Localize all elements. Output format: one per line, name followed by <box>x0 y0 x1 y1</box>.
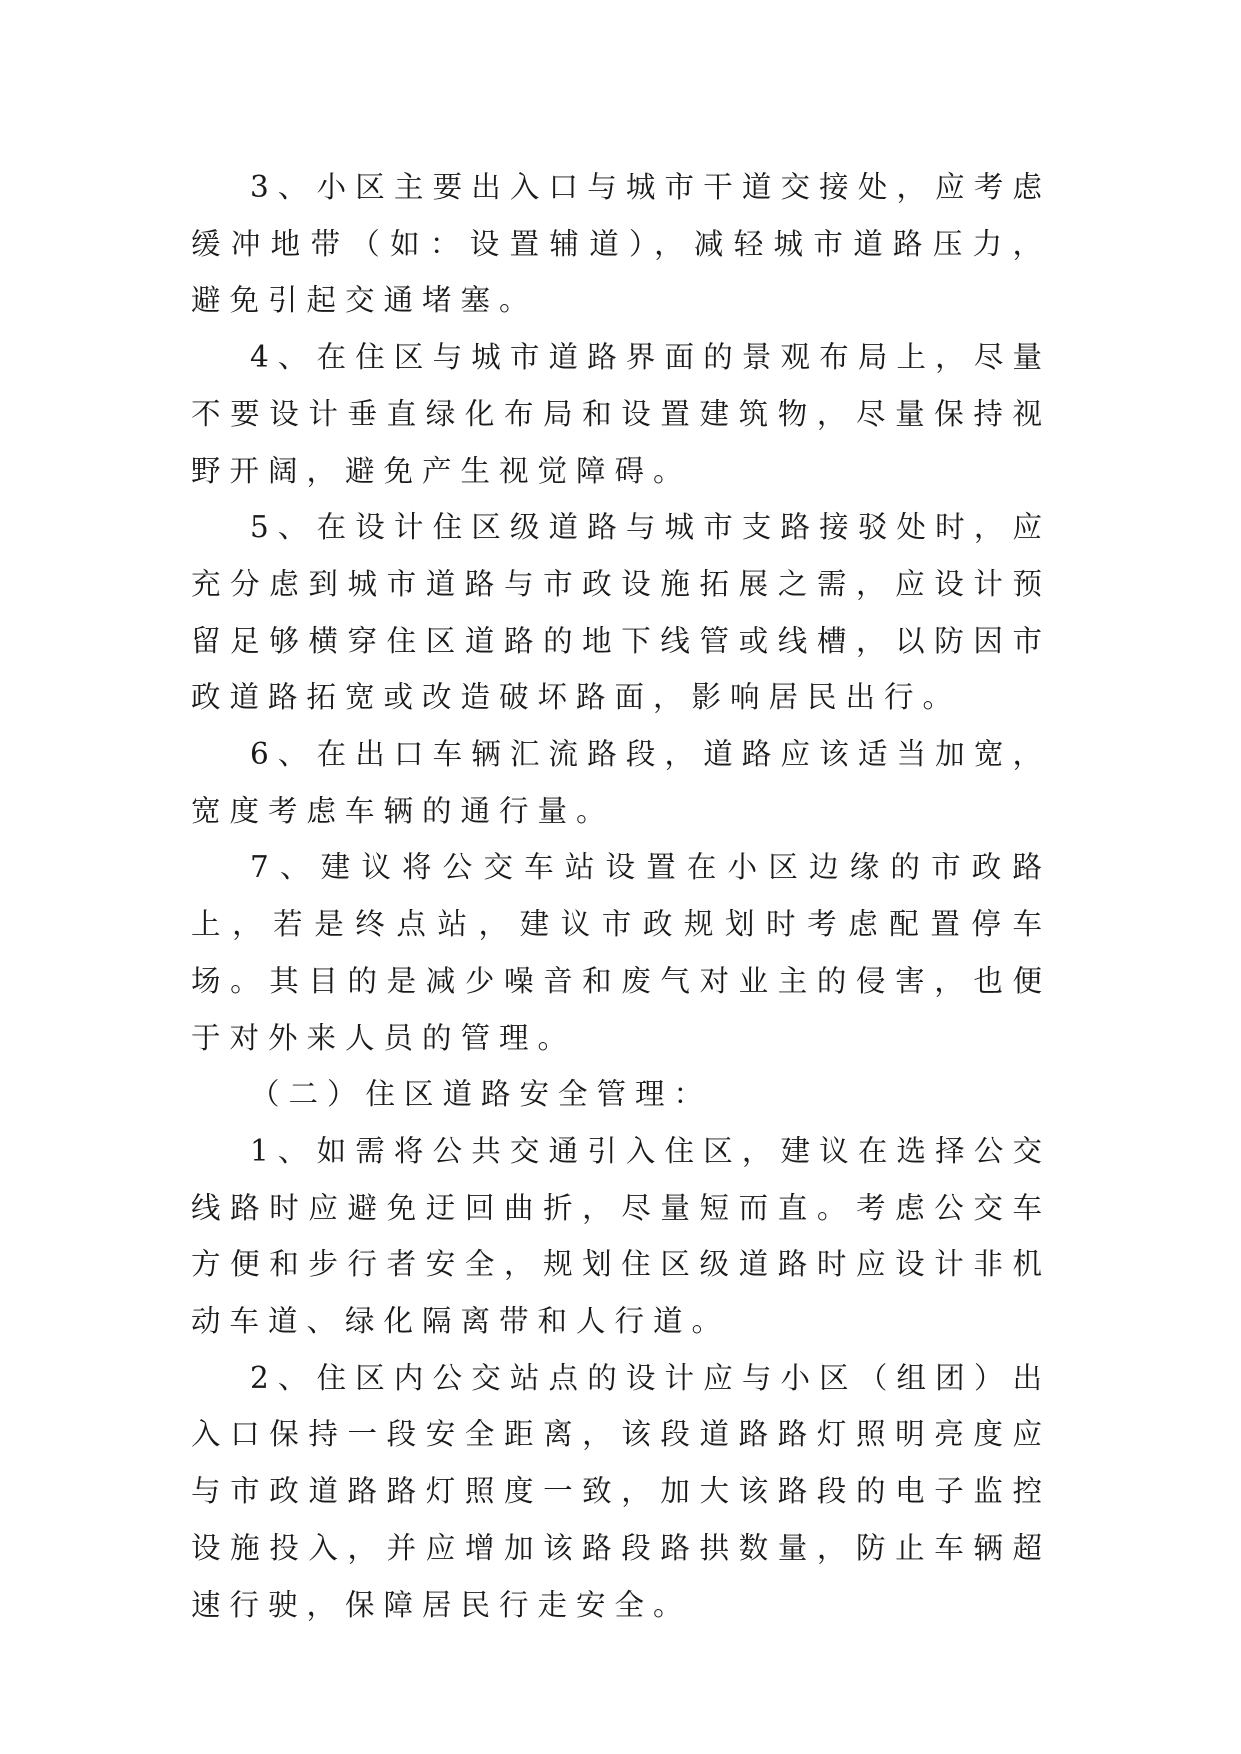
section-paragraph-2: 2、住区内公交站点的设计应与小区（组团）出入口保持一段安全距离，该段道路路灯照明亮度应与市政道路路灯照度一致，加大该路段的电子监控设施投入，并应增加该路段路拱数量，防止车辆超速行驶，保障居民行走安全。 <box>191 1360 1051 1622</box>
section-heading: （二）住区道路安全管理： <box>250 1077 713 1112</box>
paragraph-4: 4、在住区与城市道路界面的景观布局上，尽量不要设计垂直绿化布局和设置建筑物，尽量保持视野开阔，避免产生视觉障碍。 <box>191 340 1051 488</box>
document-body <box>191 159 1051 1633</box>
paragraph-6: 6、在出口车辆汇流路段，道路应该适当加宽，宽度考虑车辆的通行量。 <box>191 737 1051 828</box>
paragraph-5: 5、在设计住区级道路与城市支路接驳处时，应充分虑到城市道路与市政设施拓展之需，应设计预留足够横穿住区道路的地下线管或线槽，以防因市政道路拓宽或改造破坏路面，影响居民出行。 <box>191 510 1051 715</box>
section-paragraph-1: 1、如需将公共交通引入住区，建议在选择公交线路时应避免迂回曲折，尽量短而直。考虑公交车方便和步行者安全，规划住区级道路时应设计非机动车道、绿化隔离带和人行道。 <box>191 1133 1051 1339</box>
paragraph-7: 7、建议将公交车站设置在小区边缘的市政路上，若是终点站，建议市政规划时考虑配置停车场。其目的是减少噪音和废气对业主的侵害，也便于对外来人员的管理。 <box>191 850 1051 1055</box>
paragraph-3: 3、小区主要出入口与城市干道交接处，应考虑缓冲地带（如：设置辅道），减轻城市道路压力，避免引起交通堵塞。 <box>191 170 1051 318</box>
